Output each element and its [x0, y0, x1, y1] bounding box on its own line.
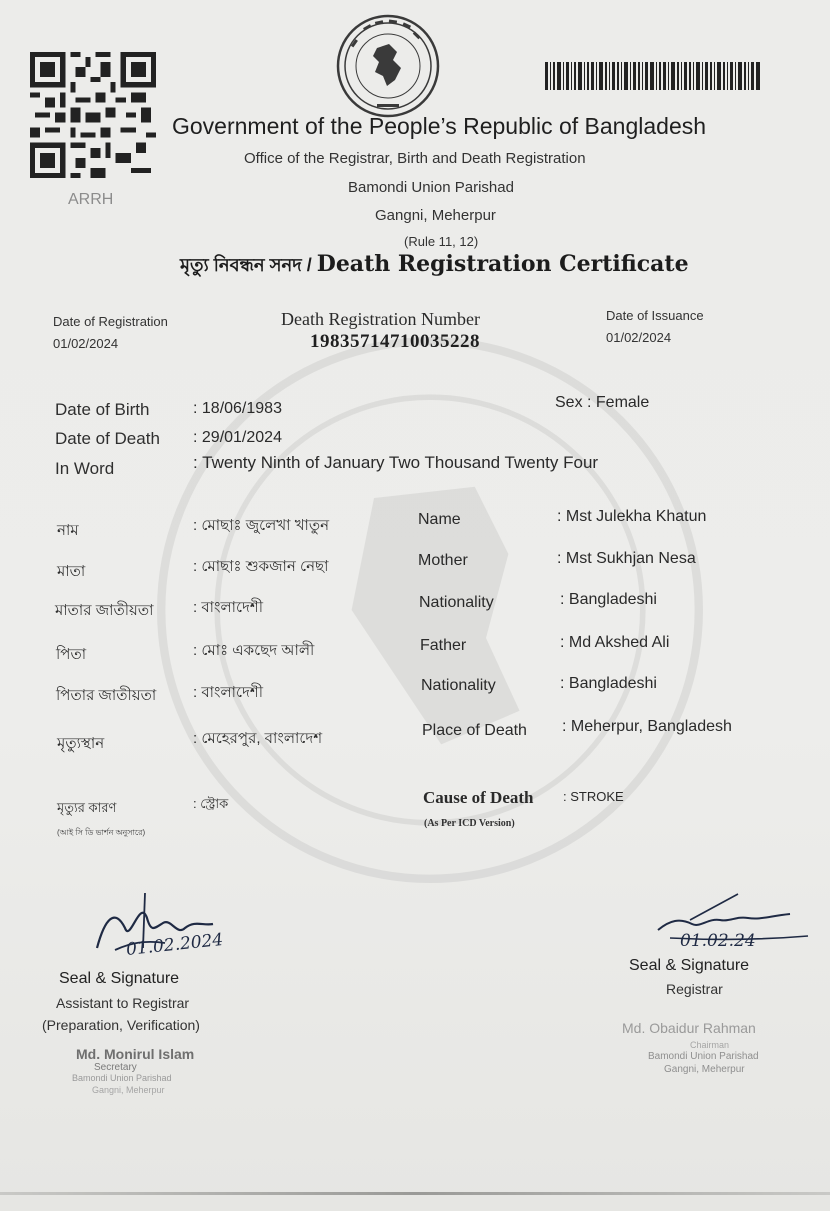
- right-stamp-name: Md. Obaidur Rahman: [622, 1020, 756, 1036]
- registration-number-value: 19835714710035228: [310, 331, 480, 352]
- issuance-date-label: Date of Issuance: [606, 308, 704, 323]
- left-stamp-title: Secretary: [94, 1062, 137, 1073]
- left-seal-label: Seal & Signature: [59, 970, 180, 987]
- father-nationality-value: : Bangladeshi: [560, 675, 657, 692]
- government-seal-logo: [333, 12, 443, 120]
- date-of-death-value: : 29/01/2024: [193, 429, 282, 446]
- mother-nationality-label: Nationality: [419, 594, 494, 611]
- mother-label: Mother: [418, 552, 468, 569]
- barcode: [545, 62, 760, 90]
- government-title: Government of the People’s Republic of Bangladesh: [172, 113, 707, 139]
- father-value: : Md Akshed Ali: [560, 634, 670, 651]
- cause-of-death-label: Cause of Death: [423, 788, 534, 807]
- date-of-birth-label: Date of Birth: [55, 400, 150, 419]
- icd-note: (As Per ICD Version): [424, 818, 515, 829]
- registration-number-label: Death Registration Number: [281, 309, 480, 329]
- father-label: Father: [420, 637, 467, 654]
- in-word-label: In Word: [55, 459, 115, 478]
- right-seal-label: Seal & Signature: [629, 957, 750, 974]
- left-stamp-union: Bamondi Union Parishad: [72, 1073, 172, 1083]
- issuance-date-value: 01/02/2024: [606, 330, 672, 345]
- place-of-death-bn-label: মৃত্যুস্থান: [57, 735, 105, 752]
- page-edge: [0, 1192, 830, 1195]
- mother-bn-value: : মোছাঃ শুকজান নেছা: [193, 558, 329, 575]
- left-stamp-name: Md. Monirul Islam: [76, 1046, 195, 1062]
- mother-bn-label: মাতা: [57, 563, 86, 580]
- place-of-death-label: Place of Death: [422, 722, 527, 739]
- qr-code: [30, 52, 156, 178]
- right-stamp-union: Bamondi Union Parishad: [648, 1051, 759, 1062]
- cause-bn-note: (আই সি ডি ভার্শন অনুসারে): [57, 828, 146, 837]
- name-bn-value: : মোছাঃ জুলেখা খাতুন: [193, 517, 330, 534]
- certificate-title: [180, 251, 689, 282]
- certificate-title-bn: মৃত্যু নিবন্ধন সনদ /: [180, 255, 317, 275]
- place-of-death-bn-value: : মেহেরপুর, বাংলাদেশ: [193, 730, 323, 747]
- right-stamp-title: Chairman: [690, 1040, 730, 1050]
- mother-nationality-bn-label: মাতার জাতীয়তা: [55, 602, 154, 619]
- registrar-signature-date: 01.02.24: [680, 931, 756, 951]
- assistant-role: Assistant to Registrar: [56, 995, 190, 1011]
- date-of-death-label: Date of Death: [55, 429, 160, 448]
- father-bn-value: : মোঃ একছেদ আলী: [193, 642, 315, 659]
- place-of-death-value: : Meherpur, Bangladesh: [562, 718, 732, 735]
- union-name: Bamondi Union Parishad: [348, 179, 514, 196]
- certificate-title-en: Death Registration Certificate: [316, 251, 689, 277]
- cause-bn-label: মৃত্যুর কারণ: [57, 800, 117, 815]
- registration-date-value: 01/02/2024: [53, 336, 119, 351]
- registrar-role: Registrar: [666, 981, 723, 997]
- name-label: Name: [418, 511, 461, 528]
- qr-caption: ARRH: [68, 191, 114, 208]
- assistant-signature-date: 01.02.2024: [125, 929, 225, 961]
- father-nationality-bn-label: পিতার জাতীয়তা: [56, 687, 157, 704]
- mother-nationality-bn-value: : বাংলাদেশী: [193, 599, 264, 616]
- office-name: Office of the Registrar, Birth and Death Registration: [244, 150, 586, 167]
- location: Gangni, Meherpur: [375, 207, 496, 224]
- left-stamp-place: Gangni, Meherpur: [92, 1085, 165, 1095]
- registration-date-label: Date of Registration: [53, 314, 168, 329]
- right-stamp-place: Gangni, Meherpur: [664, 1064, 745, 1075]
- rule-reference: (Rule 11, 12): [404, 234, 479, 249]
- cause-bn-value: : স্ট্রোক: [193, 796, 229, 811]
- sex-value: Sex : Female: [555, 394, 650, 411]
- father-bn-label: পিতা: [56, 646, 87, 663]
- mother-nationality-value: : Bangladeshi: [560, 591, 657, 608]
- father-nationality-bn-value: : বাংলাদেশী: [193, 684, 264, 701]
- in-word-value: : Twenty Ninth of January Two Thousand Twenty Four: [193, 453, 599, 472]
- assistant-role-detail: (Preparation, Verification): [42, 1017, 200, 1033]
- date-of-birth-value: : 18/06/1983: [193, 400, 282, 417]
- name-bn-label: নাম: [57, 522, 79, 539]
- father-nationality-label: Nationality: [421, 677, 496, 694]
- name-value: : Mst Julekha Khatun: [557, 508, 707, 525]
- cause-of-death-value: : STROKE: [563, 789, 624, 804]
- mother-value: : Mst Sukhjan Nesa: [557, 550, 696, 567]
